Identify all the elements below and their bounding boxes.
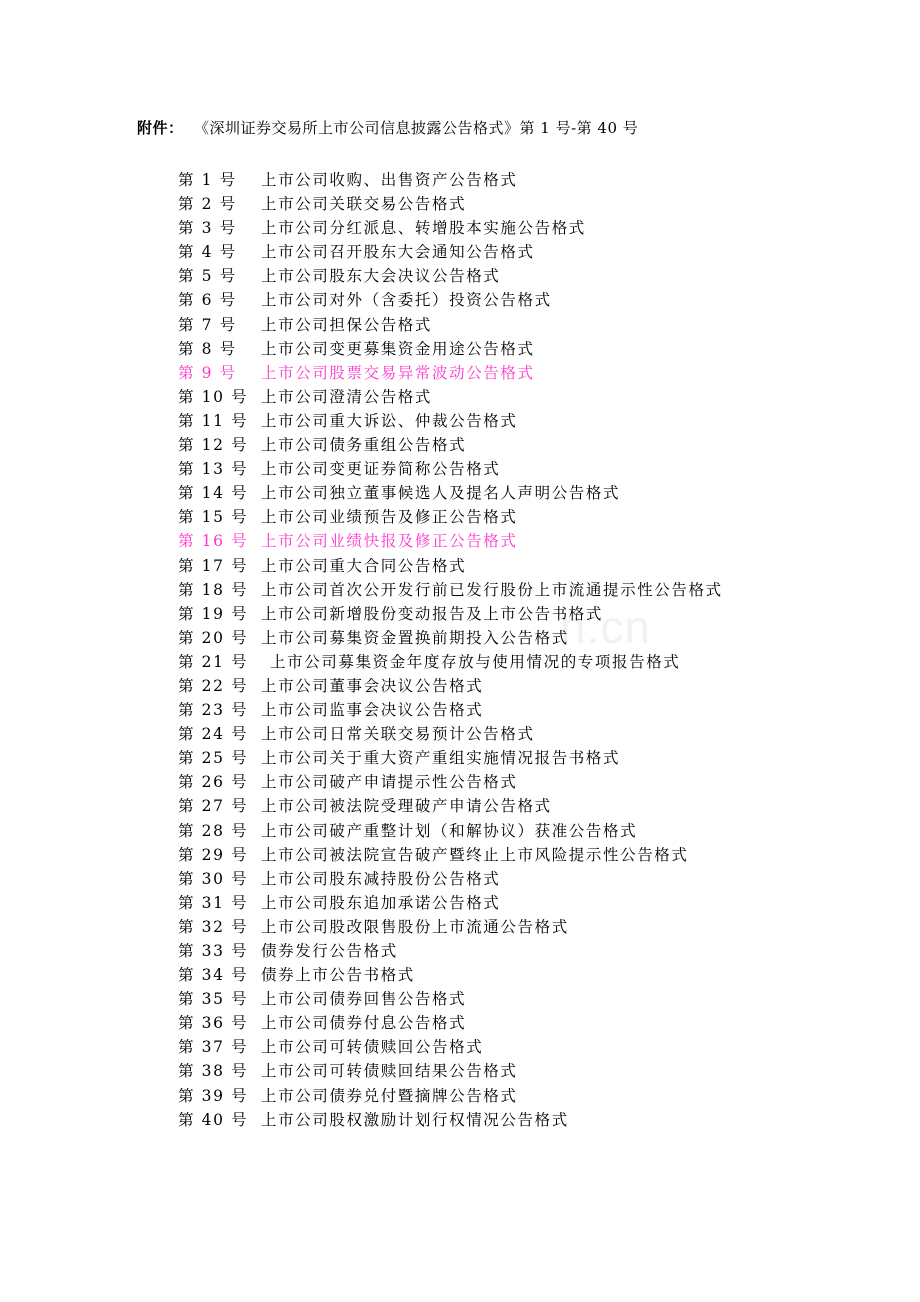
- list-item: [178, 987, 723, 1011]
- item-number: 第 31 号: [178, 893, 249, 912]
- list-item: [178, 698, 723, 722]
- item-number: 第 15 号: [178, 508, 249, 527]
- item-title: 上市公司变更募集资金用途公告格式: [261, 339, 535, 358]
- item-title: 上市公司独立董事候选人及提名人声明公告格式: [261, 484, 621, 503]
- list-item: [178, 529, 723, 553]
- item-title: 上市公司重大合同公告格式: [261, 556, 467, 575]
- item-title: 上市公司重大诉讼、仲裁公告格式: [261, 411, 518, 430]
- item-number: 第 23 号: [178, 701, 249, 720]
- item-title: 上市公司业绩快报及修正公告格式: [261, 532, 518, 551]
- list-item: [178, 770, 723, 794]
- item-title: 上市公司债务重组公告格式: [261, 436, 467, 455]
- item-title: 上市公司首次公开发行前已发行股份上市流通提示性公告格式: [261, 580, 723, 599]
- item-title: 上市公司股权激励计划行权情况公告格式: [261, 1110, 569, 1129]
- item-number: 第 3 号: [178, 219, 237, 238]
- item-number: 第 17 号: [178, 556, 249, 575]
- item-number: 第 16 号: [178, 532, 249, 551]
- list-item: [178, 505, 723, 529]
- list-item: [178, 385, 723, 409]
- item-title: 上市公司可转债赎回公告格式: [261, 1038, 484, 1057]
- item-number: 第 9 号: [178, 363, 237, 382]
- item-number: 第 36 号: [178, 1014, 249, 1033]
- item-number: 第 12 号: [178, 436, 249, 455]
- item-title: 上市公司被法院受理破产申请公告格式: [261, 797, 552, 816]
- item-title: 上市公司担保公告格式: [261, 315, 433, 334]
- list-item: [178, 891, 723, 915]
- item-number: 第 28 号: [178, 821, 249, 840]
- list-item: [178, 915, 723, 939]
- item-title: 上市公司债券兑付暨摘牌公告格式: [261, 1086, 518, 1105]
- list-item: [178, 1035, 723, 1059]
- list-item: [178, 794, 723, 818]
- list-item: [178, 578, 723, 602]
- item-title: 债券发行公告格式: [261, 942, 398, 960]
- item-number: 第 38 号: [178, 1062, 249, 1081]
- item-number: 第 10 号: [178, 387, 249, 406]
- format-list: [178, 168, 723, 1132]
- list-item: [178, 722, 723, 746]
- list-item: [178, 433, 723, 457]
- list-item: [178, 457, 723, 481]
- item-title: 上市公司关联交易公告格式: [261, 195, 467, 214]
- item-title: 上市公司董事会决议公告格式: [261, 676, 484, 695]
- list-item: [178, 867, 723, 891]
- item-number: 第 11 号: [178, 411, 249, 430]
- item-title: 上市公司变更证券简称公告格式: [261, 460, 501, 479]
- list-item: [178, 939, 723, 963]
- item-title: 上市公司债券付息公告格式: [261, 1014, 467, 1033]
- list-item: [178, 1108, 723, 1132]
- item-number: 第 30 号: [178, 869, 249, 888]
- item-title: 上市公司召开股东大会通知公告格式: [261, 243, 535, 262]
- list-item: [178, 168, 723, 192]
- item-title: 上市公司破产申请提示性公告格式: [261, 773, 518, 792]
- item-number: 第 33 号: [178, 942, 249, 960]
- list-item: [178, 313, 723, 337]
- item-title: 上市公司日常关联交易预计公告格式: [261, 725, 535, 744]
- item-number: 第 27 号: [178, 797, 249, 816]
- list-item: [178, 216, 723, 240]
- item-title: 上市公司股东追加承诺公告格式: [261, 893, 501, 912]
- attachment-label: 附件：: [137, 119, 184, 137]
- item-number: 第 34 号: [178, 966, 249, 985]
- item-number: 第 4 号: [178, 243, 237, 262]
- item-title: 上市公司业绩预告及修正公告格式: [261, 508, 518, 527]
- item-number: 第 13 号: [178, 460, 249, 479]
- item-title: 债券上市公告书格式: [261, 966, 415, 985]
- item-number: 第 7 号: [178, 315, 237, 334]
- item-number: 第 25 号: [178, 749, 249, 768]
- item-title: 上市公司破产重整计划（和解协议）获准公告格式: [261, 821, 638, 840]
- item-number: 第 22 号: [178, 676, 249, 695]
- item-number: 第 20 号: [178, 628, 249, 647]
- item-title: 上市公司募集资金置换前期投入公告格式: [261, 628, 569, 647]
- item-number: 第 2 号: [178, 195, 237, 214]
- list-item: [178, 602, 723, 626]
- list-item: [178, 963, 723, 987]
- item-number: 第 8 号: [178, 339, 237, 358]
- list-item: [178, 674, 723, 698]
- list-item: [178, 819, 723, 843]
- item-number: 第 6 号: [178, 291, 237, 310]
- item-number: 第 26 号: [178, 773, 249, 792]
- list-item: [178, 361, 723, 385]
- item-title: 上市公司股东减持股份公告格式: [261, 869, 501, 888]
- item-number: 第 24 号: [178, 725, 249, 744]
- attachment-header: [137, 116, 638, 140]
- item-title: 上市公司债券回售公告格式: [261, 990, 467, 1009]
- item-number: 第 35 号: [178, 990, 249, 1009]
- item-number: 第 37 号: [178, 1038, 249, 1057]
- item-number: 第 5 号: [178, 267, 237, 286]
- item-title: 上市公司澄清公告格式: [261, 387, 433, 406]
- item-title: 上市公司新增股份变动报告及上市公告书格式: [261, 604, 604, 623]
- item-number: 第 21 号: [178, 652, 249, 671]
- list-item: [178, 626, 723, 650]
- item-number: 第 40 号: [178, 1110, 249, 1129]
- list-item: [178, 288, 723, 312]
- list-item: [178, 1059, 723, 1083]
- item-title: 上市公司收购、出售资产公告格式: [261, 171, 518, 189]
- list-item: [178, 650, 723, 674]
- item-title: 上市公司股改限售股份上市流通公告格式: [261, 917, 569, 936]
- item-title: 上市公司募集资金年度存放与使用情况的专项报告格式: [270, 652, 681, 671]
- item-number: 第 29 号: [178, 845, 249, 864]
- list-item: [178, 843, 723, 867]
- item-title: 上市公司股东大会决议公告格式: [261, 267, 501, 286]
- item-title: 上市公司监事会决议公告格式: [261, 701, 484, 720]
- list-item: [178, 1011, 723, 1035]
- item-title: 上市公司被法院宣告破产暨终止上市风险提示性公告格式: [261, 845, 689, 864]
- item-title: 上市公司股票交易异常波动公告格式: [261, 363, 535, 382]
- item-title: 上市公司可转债赎回结果公告格式: [261, 1062, 518, 1081]
- list-item: [178, 481, 723, 505]
- list-item: [178, 240, 723, 264]
- watermark: n.cn: [560, 601, 651, 653]
- item-number: 第 1 号: [178, 171, 237, 189]
- item-number: 第 32 号: [178, 917, 249, 936]
- item-number: 第 14 号: [178, 484, 249, 503]
- list-item: [178, 409, 723, 433]
- item-title: 上市公司关于重大资产重组实施情况报告书格式: [261, 749, 621, 768]
- item-title: 上市公司对外（含委托）投资公告格式: [261, 291, 552, 310]
- item-title: 上市公司分红派息、转增股本实施公告格式: [261, 219, 586, 238]
- attachment-title: 《深圳证券交易所上市公司信息披露公告格式》第 1 号-第 40 号: [201, 119, 639, 137]
- list-item: [178, 264, 723, 288]
- item-number: 第 19 号: [178, 604, 249, 623]
- item-number: 第 39 号: [178, 1086, 249, 1105]
- list-item: [178, 1084, 723, 1108]
- item-number: 第 18 号: [178, 580, 249, 599]
- list-item: [178, 746, 723, 770]
- list-item: [178, 192, 723, 216]
- list-item: [178, 337, 723, 361]
- list-item: [178, 554, 723, 578]
